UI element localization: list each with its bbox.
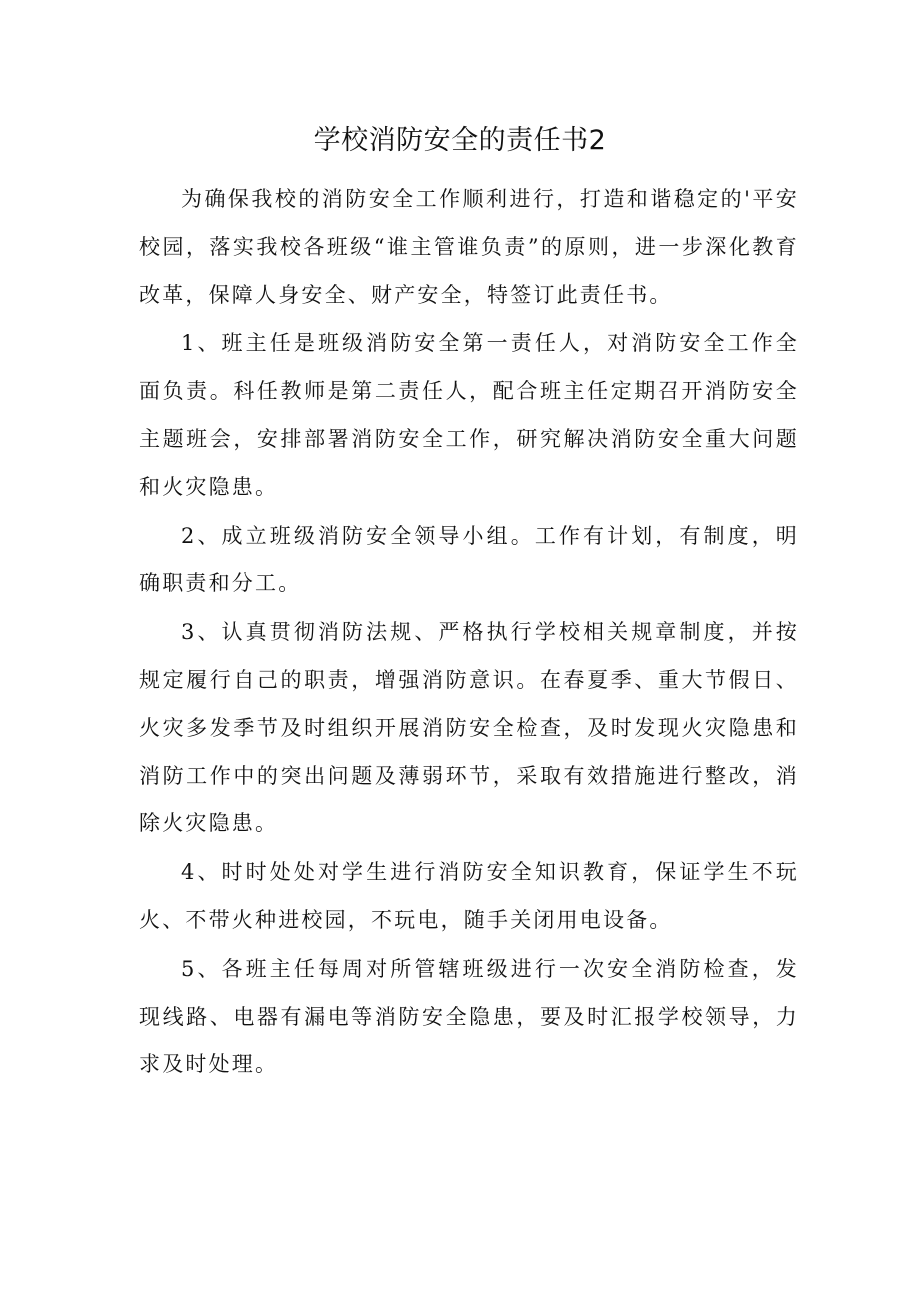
paragraph-item-3: 3、认真贯彻消防法规、严格执行学校相关规章制度，并按规定履行自己的职责，增强消防意识。在春夏季、重大节假日、火灾多发季节及时组织开展消防安全检查，及时发现火灾隐患和消防工作中的突出问题及薄弱环节，采取有效措施进行整改，消除火灾隐患。 bbox=[139, 620, 799, 836]
document-title: 学校消防安全的责任书2 bbox=[313, 125, 607, 156]
paragraph-intro: 为确保我校的消防安全工作顺利进行，打造和谐稳定的'平安校园，落实我校各班级“谁主管谁负责”的原则，进一步深化教育改革，保障人身安全、财产安全，特签订此责任书。 bbox=[139, 187, 799, 307]
paragraph-item-4: 4、时时处处对学生进行消防安全知识教育，保证学生不玩火、不带火种进校园，不玩电，随手关闭用电设备。 bbox=[139, 860, 799, 932]
paragraph-item-5: 5、各班主任每周对所管辖班级进行一次安全消防检查，发现线路、电器有漏电等消防安全隐患，要及时汇报学校领导，力求及时处理。 bbox=[139, 956, 799, 1077]
paragraph-item-1: 1、班主任是班级消防安全第一责任人，对消防安全工作全面负责。科任教师是第二责任人，配合班主任定期召开消防安全主题班会，安排部署消防安全工作，研究解决消防安全重大问题和火灾隐患。 bbox=[139, 331, 799, 499]
document-body bbox=[139, 176, 799, 1090]
paragraph-item-2: 2、成立班级消防安全领导小组。工作有计划，有制度，明确职责和分工。 bbox=[139, 523, 799, 596]
